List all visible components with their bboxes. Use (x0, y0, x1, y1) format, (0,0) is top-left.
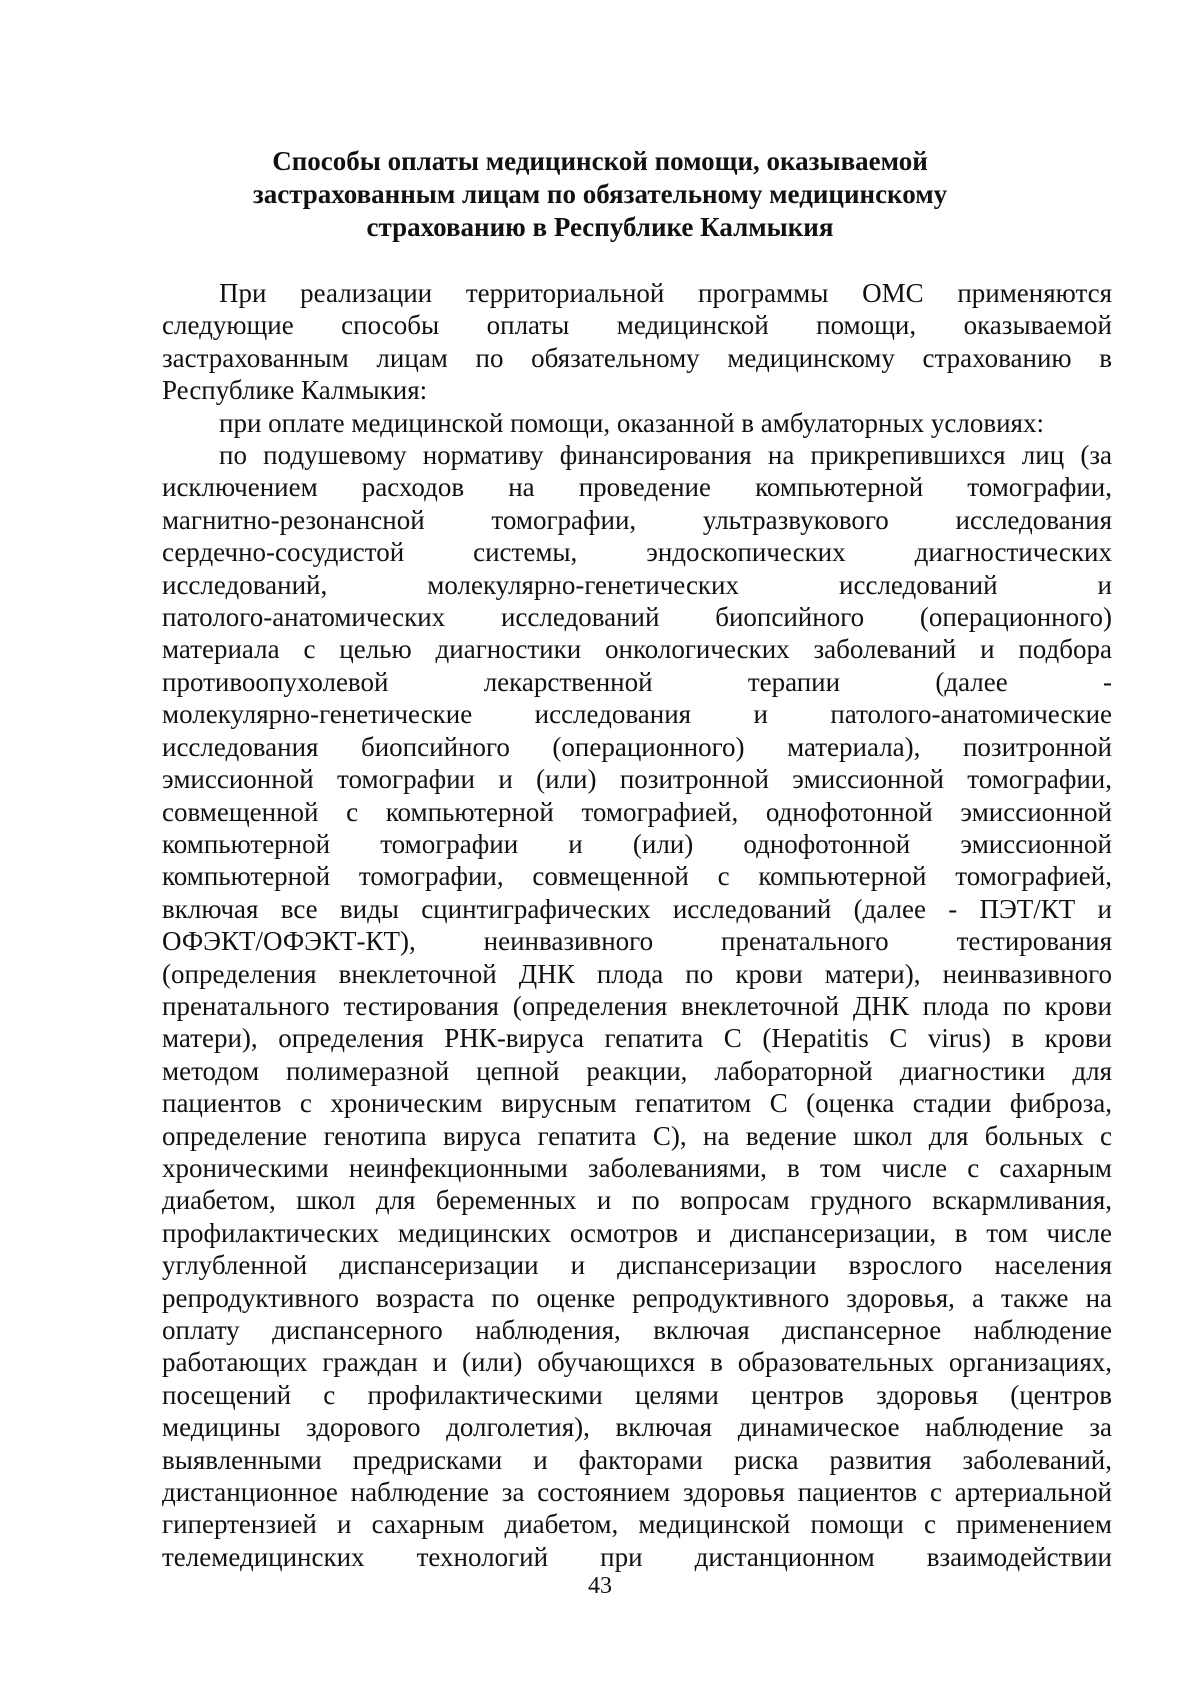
body-line: эмиссионной томографии и (или) позитронной эмиссионной томографии, (162, 764, 1112, 795)
body-line: пренатального тестирования (определения внеклеточной ДНК плода по крови (162, 990, 1112, 1021)
body-line: патолого-анатомических исследований биопсийного (операционного) (162, 602, 1112, 633)
body-line: по подушевому нормативу финансирования на прикрепившихся лиц (за (219, 440, 1112, 471)
body-line: хроническими неинфекционными заболеваниями, в том числе с сахарным (162, 1152, 1112, 1183)
body-line: работающих граждан и (или) обучающихся в образовательных организациях, (162, 1347, 1112, 1378)
document-body (162, 277, 1112, 1573)
body-line: гипертензией и сахарным диабетом, медицинской помощи с применением (162, 1509, 1112, 1540)
title-line: Способы оплаты медицинской помощи, оказываемой (272, 146, 928, 176)
body-line: сердечно-сосудистой системы, эндоскопических диагностических (162, 537, 1112, 568)
title-line: застрахованным лицам по обязательному медицинскому (252, 179, 948, 209)
body-line: материала с целью диагностики онкологических заболеваний и подбора (162, 634, 1112, 665)
body-line: исследования биопсийного (операционного) материала), позитронной (162, 731, 1112, 762)
body-line: компьютерной томографии, совмещенной с компьютерной томографией, (162, 861, 1112, 892)
body-line: телемедицинских технологий при дистанционном взаимодействии (162, 1541, 1112, 1572)
body-line: При реализации территориальной программы ОМС применяются (219, 278, 1112, 308)
body-line: компьютерной томографии и (или) однофотонной эмиссионной (162, 828, 1112, 859)
body-line: пациентов с хроническим вирусным гепатитом С (оценка стадии фиброза, (162, 1088, 1112, 1119)
body-line: репродуктивного возраста по оценке репродуктивного здоровья, а также на (162, 1282, 1112, 1313)
body-line: ОФЭКТ/ОФЭКТ-КТ), неинвазивного пренатального тестирования (162, 926, 1112, 957)
body-line: исключением расходов на проведение компьютерной томографии, (162, 472, 1112, 503)
body-line: следующие способы оплаты медицинской помощи, оказываемой (162, 310, 1112, 341)
body-line: определение генотипа вируса гепатита С), на ведение школ для больных с (162, 1120, 1112, 1151)
body-line: Республике Калмыкия: (162, 375, 428, 406)
body-line: (определения внеклеточной ДНК плода по крови матери), неинвазивного (162, 958, 1112, 989)
body-line: посещений с профилактическими целями центров здоровья (центров (162, 1379, 1112, 1410)
body-line: противоопухолевой лекарственной терапии (далее - (162, 666, 1112, 697)
body-line: при оплате медицинской помощи, оказанной в амбулаторных условиях: (219, 407, 1044, 438)
title-line: страхованию в Республике Калмыкия (366, 212, 834, 242)
page-number: 43 (588, 1573, 612, 1599)
body-line: методом полимеразной цепной реакции, лабораторной диагностики для (162, 1055, 1112, 1086)
body-line: включая все виды сцинтиграфических исследований (далее - ПЭТ/КТ и (162, 893, 1112, 924)
body-line: застрахованным лицам по обязательному медицинскому страхованию в (162, 342, 1112, 373)
body-line: молекулярно-генетические исследования и патолого-анатомические (162, 699, 1112, 730)
body-line: совмещенной с компьютерной томографией, однофотонной эмиссионной (162, 796, 1112, 827)
body-line: выявленными предрисками и факторами риска развития заболеваний, (162, 1444, 1112, 1475)
document-title (220, 145, 980, 244)
body-line: оплату диспансерного наблюдения, включая диспансерное наблюдение (162, 1315, 1112, 1345)
body-line: медицины здорового долголетия), включая динамическое наблюдение за (162, 1412, 1112, 1443)
body-line: дистанционное наблюдение за состоянием здоровья пациентов с артериальной (162, 1477, 1112, 1508)
body-line: магнитно-резонансной томографии, ультразвукового исследования (162, 504, 1112, 535)
body-line: исследований, молекулярно-генетических исследований и (162, 569, 1112, 600)
body-line: диабетом, школ для беременных и по вопросам грудного вскармливания, (162, 1185, 1112, 1216)
body-line: углубленной диспансеризации и диспансеризации взрослого населения (162, 1250, 1112, 1281)
body-line: матери), определения РНК-вируса гепатита С (Hepatitis С virus) в крови (162, 1023, 1112, 1054)
body-line: профилактических медицинских осмотров и диспансеризации, в том числе (162, 1217, 1112, 1248)
